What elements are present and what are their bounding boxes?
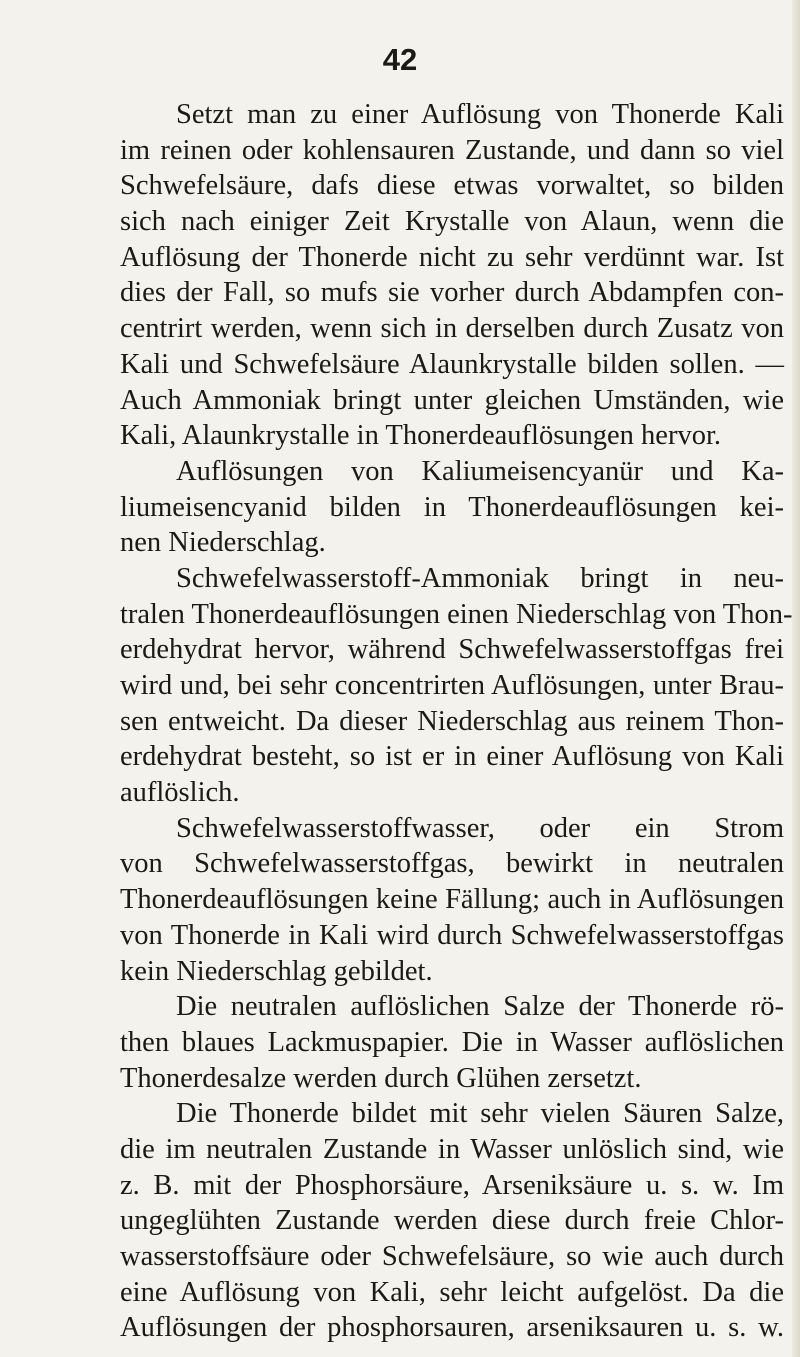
- text-line: Die Thonerde bildet mit sehr vielen Säuren Salze,: [176, 1098, 784, 1130]
- text-line: die im neutralen Zustande in Wasser unlöslich sind, wie: [120, 1133, 784, 1165]
- text-line: kein Niederschlag gebildet.: [120, 955, 433, 987]
- text-line: nen Niederschlag.: [120, 527, 326, 559]
- text-line: im reinen oder kohlensauren Zustande, und dann so viel: [120, 134, 784, 166]
- text-line: von Schwefelwasserstoffgas, bewirkt in neutralen: [120, 848, 784, 880]
- text-line: wird und, bei sehr concentrirten Auflösungen, unter Brau-: [120, 670, 784, 701]
- body-text: [120, 97, 793, 1346]
- text-line: eine Auflösung von Kali, sehr leicht aufgelöst. Da die: [120, 1276, 784, 1308]
- text-line: dies der Fall, so mufs sie vorher durch Abdampfen con-: [120, 277, 784, 309]
- text-line: Schwefelsäure, dafs diese etwas vorwaltet, so bilden: [120, 170, 784, 202]
- text-line: liumeisencyanid bilden in Thonerdeauflösungen kei-: [120, 491, 784, 523]
- page-number: 42: [382, 42, 418, 77]
- text-line: Thonerdesalze werden durch Glühen zersetzt.: [120, 1062, 642, 1094]
- text-line: Schwefelwasserstoff-Ammoniak bringt in neu-: [176, 562, 784, 594]
- text-line: erdehydrat besteht, so ist er in einer Auflösung von Kali: [120, 741, 784, 773]
- text-line: erdehydrat hervor, während Schwefelwasserstoffgas frei: [120, 634, 784, 666]
- text-line: z. B. mit der Phosphorsäure, Arseniksäure u. s. w. Im: [120, 1169, 784, 1201]
- text-line: von Thonerde in Kali wird durch Schwefelwasserstoffgas: [120, 919, 784, 951]
- text-line: Kali, Alaunkrystalle in Thonerdeauflösungen hervor.: [120, 420, 721, 452]
- text-line: tralen Thonerdeauflösungen einen Niederschlag von Thon-: [120, 598, 793, 630]
- page-edge: [792, 0, 800, 1357]
- text-line: Auflösung der Thonerde nicht zu sehr verdünnt war. Ist: [120, 241, 784, 273]
- text-line: centrirt werden, wenn sich in derselben durch Zusatz von: [120, 313, 784, 345]
- text-line: Auflösungen der phosphorsauren, arseniksauren u. s. w.: [120, 1312, 784, 1344]
- text-line: wasserstoffsäure oder Schwefelsäure, so wie auch durch: [120, 1241, 784, 1272]
- text-line: Schwefelwasserstoffwasser, oder ein Strom: [176, 812, 784, 844]
- text-line: sen entweicht. Da dieser Niederschlag aus reinem Thon-: [120, 705, 784, 737]
- text-line: auflöslich.: [120, 777, 240, 809]
- text-line: Setzt man zu einer Auflösung von Thonerde Kali: [176, 99, 784, 130]
- text-line: Die neutralen auflöslichen Salze der Thonerde rö-: [176, 991, 784, 1023]
- text-line: sich nach einiger Zeit Krystalle von Alaun, wenn die: [120, 206, 784, 238]
- text-line: Thonerdeauflösungen keine Fällung; auch in Auflösungen: [120, 884, 784, 916]
- text-line: then blaues Lackmuspapier. Die in Wasser auflöslichen: [120, 1026, 784, 1058]
- text-line: Kali und Schwefelsäure Alaunkrystalle bilden sollen. —: [120, 348, 784, 380]
- text-line: ungeglühten Zustande werden diese durch freie Chlor-: [120, 1205, 784, 1237]
- text-line: Auflösungen von Kaliumeisencyanür und Ka-: [176, 455, 784, 487]
- text-line: Auch Ammoniak bringt unter gleichen Umständen, wie: [120, 384, 784, 416]
